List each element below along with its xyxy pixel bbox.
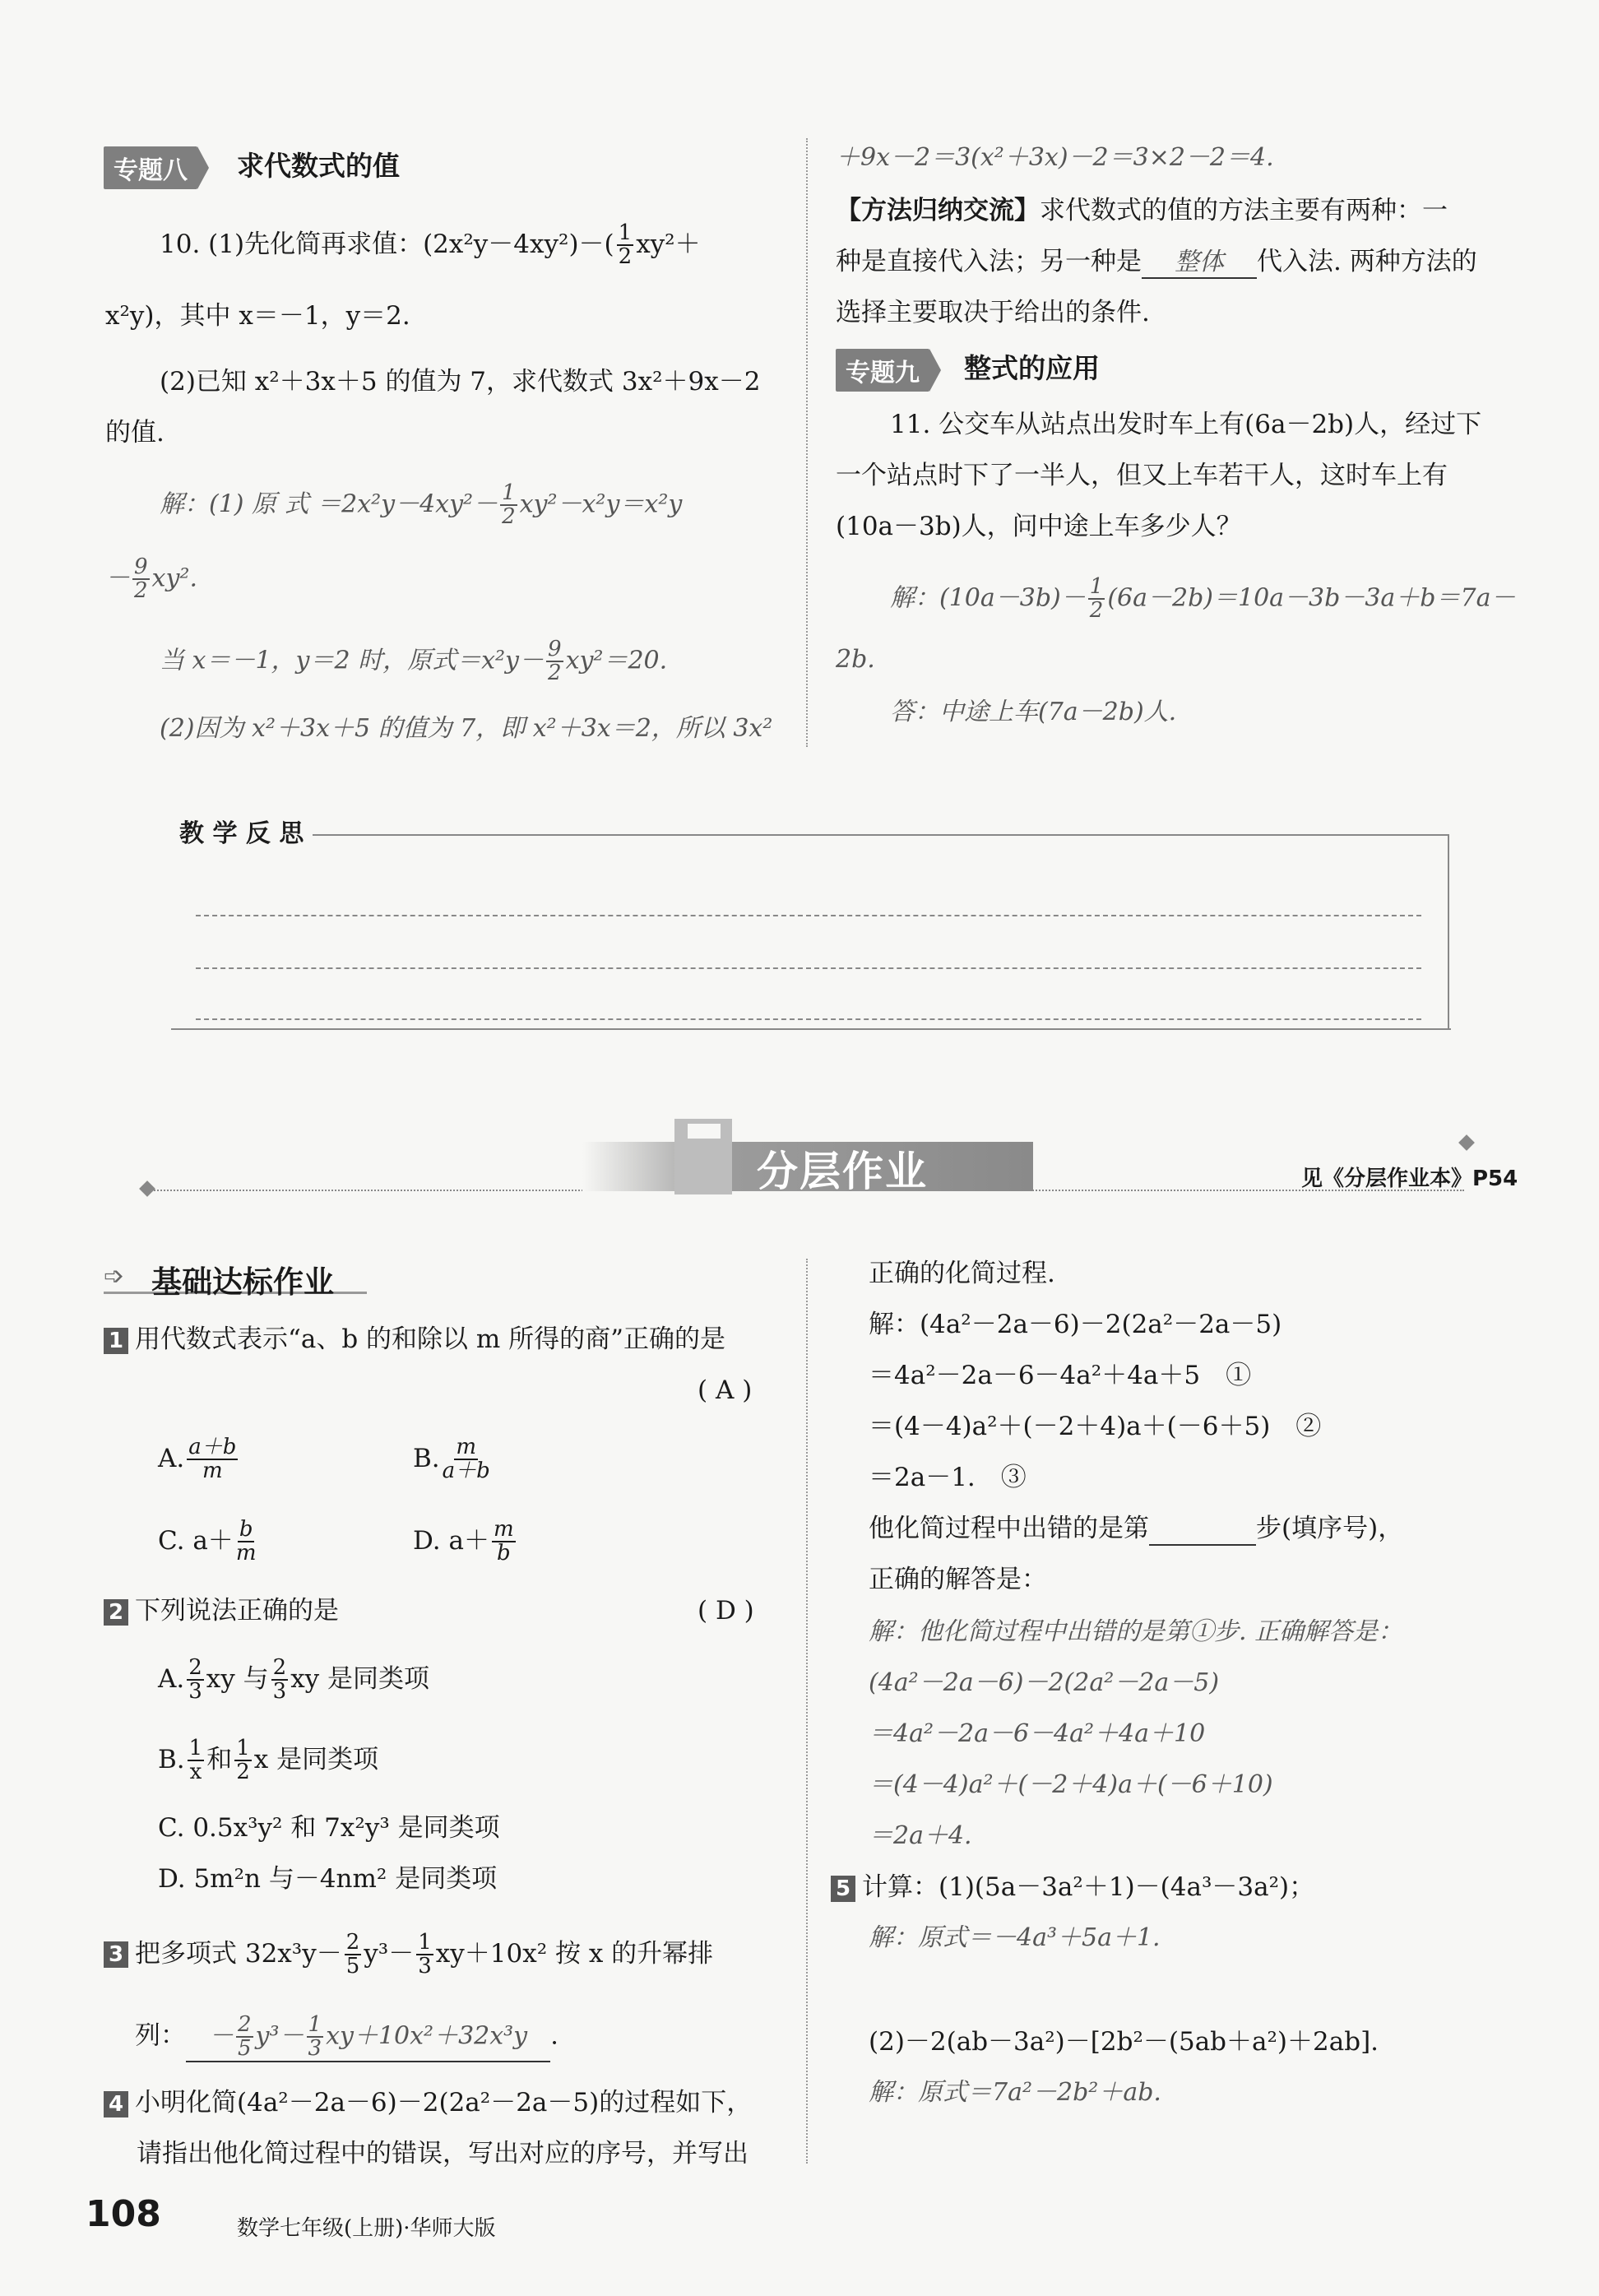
q11-line2: 一个站点时下了一半人，但又上车若干人，这时车上有 [836,461,1448,490]
banner-rule-end [139,1180,155,1197]
q2-option-d: D. 5m²n 与－4nm² 是同类项 [158,1864,498,1894]
q4-cont-line5: ＝2a－1. ③ [869,1463,1027,1492]
topic8-tag: 专题八 [104,146,197,189]
q3-line1: 3 把多项式 32x³y－ $\frac{2}{5}$ y³－ $\frac{1}{3}$ xy＋10x² 按 x 的升幂排 [104,1932,713,1978]
column-divider-top [806,138,808,747]
topic8-title: 求代数式的值 [237,150,400,182]
q10-line1: 10. (1)先化简再求值：(2x²y－4xy²)－( $\frac{1}{2}$ xy²＋ [160,220,701,270]
arrow-right-icon: ➩ [104,1262,125,1291]
topic9-tag: 专题九 [836,349,929,392]
banner-reference: 见《分层作业本》P54 [1301,1167,1518,1191]
q10-solution-line2: － $\frac{9}{2}$ xy². [105,554,197,604]
q5-solution-1: 解：原式＝－4a³＋5a＋1. [869,1923,1161,1952]
banner-f-notch [688,1124,721,1139]
reflection-top-rule [313,834,1448,836]
q4-solution-line1: 解：他化简过程中出错的是第①步. 正确解答是： [869,1617,1403,1646]
q10-solution-cont: ＋9x－2＝3(x²＋3x)－2＝3×2－2＝4. [836,143,1274,172]
q3-answer-blank: － $\frac{2}{5}$ y³－ $\frac{1}{3}$ xy＋10x²＋32x³y [186,2014,550,2062]
q10-solution-line3: 当 x＝－1，y＝2 时，原式＝x²y－ $\frac{9}{2}$ xy²＝20. [160,637,668,686]
q4-line1: 4 小明化简(4a²－2a－6)－2(2a²－2a－5)的过程如下， [104,2088,752,2118]
q1-option-d: D. a＋ $\frac{m}{b}$ [413,1517,514,1566]
q4-cont-line4: ＝(4－4)a²＋(－2＋4)a＋(－6＋5) ② [869,1412,1322,1441]
book-title: 数学七年级(上册)·华师大版 [237,2216,496,2241]
reflection-right-rule [1448,834,1449,1030]
method-line2: 种是直接代入法；另一种是 整体 代入法. 两种方法的 [836,247,1477,279]
q1-number: 1 [104,1328,128,1354]
page-number: 108 [86,2193,161,2235]
q5-number: 5 [831,1876,855,1902]
q2-number: 2 [104,1599,128,1626]
q4-solution-line4: ＝(4－4)a²＋(－2＋4)a＋(－6＋10) [869,1770,1273,1799]
q1-option-a: A. $\frac{a+b}{m}$ [158,1435,237,1484]
q1-answer: ( A ) [698,1375,753,1405]
q4-cont-line2: 解：(4a²－2a－6)－2(2a²－2a－5) [869,1310,1282,1339]
banner-rule-end [1458,1134,1475,1151]
topic9-title: 整式的应用 [964,352,1100,384]
reflection-dash-line [196,1018,1421,1020]
q10-part2-line1: (2)已知 x²＋3x＋5 的值为 7，求代数式 3x²＋9x－2 [160,367,761,397]
q10-part2-line2: 的值. [105,418,165,448]
method-line3: 选择主要取决于给出的条件. [836,298,1150,327]
q4-solution-line2: (4a²－2a－6)－2(2a²－2a－5) [869,1668,1220,1697]
reflection-title: 教 学 反 思 [179,819,304,848]
q1-option-c: C. a＋ $\frac{b}{m}$ [158,1517,257,1566]
q10-line2: x²y)，其中 x＝－1，y＝2. [105,301,410,331]
q11-solution-line2: 2b. [836,645,875,674]
reflection-bottom-rule [171,1028,1451,1030]
q1-option-b: B. $\frac{m}{a+b}$ [413,1435,490,1484]
q11-line1: 11. 公交车从站点出发时车上有(6a－2b)人，经过下 [890,410,1482,439]
q4-solution-line5: ＝2a＋4. [869,1821,972,1850]
q10-solution-line1: 解：(1) 原 式 ＝2x²y－4xy²－ $\frac{1}{2}$ xy²－x²y＝x²y [160,480,683,530]
q3-line2: 列： － $\frac{2}{5}$ y³－ $\frac{1}{3}$ xy＋10x²＋32x³y . [135,2012,558,2062]
q4-cont-line6: 他化简过程中出错的是第 步(填序号)， [869,1514,1403,1546]
q4-line2: 请指出他化简过程中的错误，写出对应的序号，并写出 [137,2139,749,2168]
reflection-dash-line [196,967,1421,969]
q2-option-a: A. $\frac{2}{3}$ xy 与 $\frac{2}{3}$ xy 是同类项 [158,1655,430,1705]
q4-solution-line3: ＝4a²－2a－6－4a²＋4a＋10 [869,1719,1206,1748]
q2-line: 2 下列说法正确的是 [104,1596,339,1626]
q4-cont-line3: ＝4a²－2a－6－4a²＋4a＋5 ① [869,1361,1252,1390]
q11-answer: 答：中途上车(7a－2b)人. [890,698,1177,726]
q2-option-b: B. $\frac{1}{x}$ 和 $\frac{1}{2}$ x 是同类项 [158,1736,379,1785]
column-divider-bottom [806,1259,808,2164]
method-line1: 【方法归纳交流】求代数式的值的方法主要有两种：一 [836,196,1448,225]
method-blank: 整体 [1142,248,1257,279]
q4-step-blank [1149,1514,1256,1546]
q1-line: 1 用代数式表示“a、b 的和除以 m 所得的商”正确的是 [104,1324,725,1355]
q2-answer: ( D ) [698,1596,754,1626]
q2-option-c: C. 0.5x³y² 和 7x²y³ 是同类项 [158,1813,500,1843]
section-title: 基础达标作业 [151,1264,334,1300]
q4-number: 4 [104,2091,128,2117]
reflection-dash-line [196,915,1421,916]
section-heading [104,1257,367,1300]
q5-line: 5 计算：(1)(5a－3a²＋1)－(4a³－3a²)； [831,1872,1314,1903]
q10-solution-line4: (2)因为 x²＋3x＋5 的值为 7，即 x²＋3x＝2，所以 3x² [160,714,773,743]
q4-cont-line7: 正确的解答是： [869,1565,1047,1594]
q11-line3: (10a－3b)人，问中途上车多少人？ [836,512,1242,541]
q3-number: 3 [104,1941,128,1968]
banner-title: 分层作业 [757,1148,928,1195]
q5-solution-2: 解：原式＝7a²－2b²＋ab. [869,2078,1161,2107]
q11-solution-line1: 解：(10a－3b)－ $\frac{1}{2}$ (6a－2b)＝10a－3b－3a＋b＝7a－ [890,574,1516,624]
q5-part2: (2)－2(ab－3a²)－[2b²－(5ab＋a²)＋2ab]. [869,2027,1379,2057]
q4-cont-line1: 正确的化简过程. [869,1259,1055,1288]
